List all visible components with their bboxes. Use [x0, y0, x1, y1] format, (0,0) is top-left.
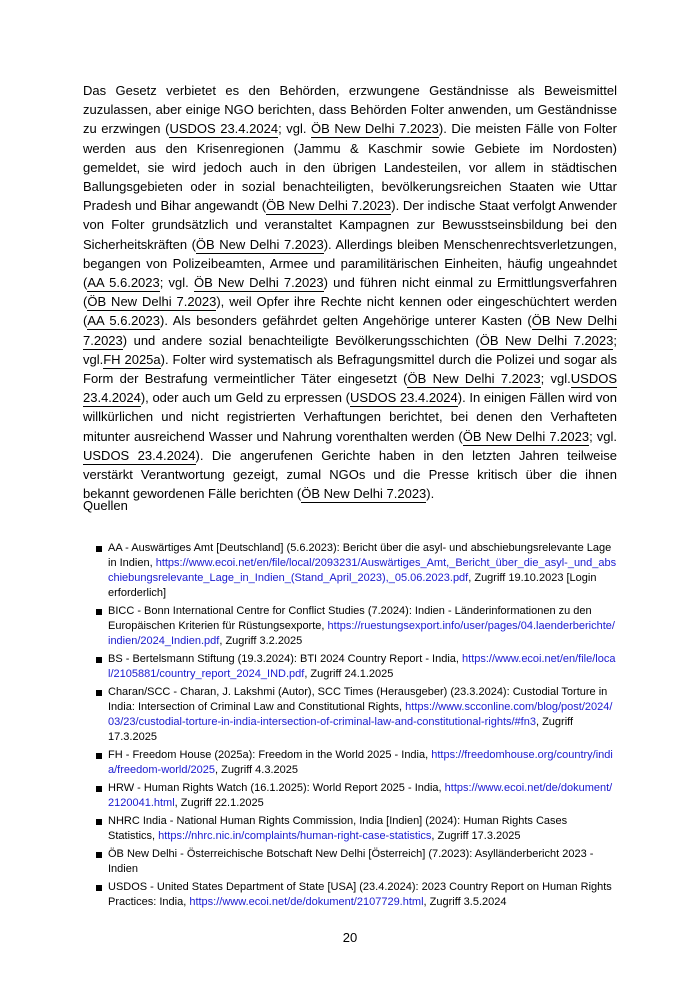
citation-link[interactable]: ÖB New Delhi 7.2023	[83, 313, 618, 348]
text-run: ). Der indische Staat verfolgt Anwender von Folter grundsätzlich und veranstaltet Kampagnen zur Bewusstseinsbildung bei den Sicherheitskräften (	[83, 198, 617, 252]
sources-list	[96, 541, 617, 913]
text-run: ). Als besonders gefährdet gelten Angehörige unterer Kasten (	[160, 313, 532, 329]
citation-link[interactable]: USDOS 23.4.2024	[350, 390, 458, 406]
text-run: ). Folter wird systematisch als Befragungsmittel durch die Polizei und sogar als Form der Bestrafung vermeintlicher Täter eingesetzt (	[83, 351, 618, 387]
text-run: ), oder auch um Geld zu erpressen (	[140, 390, 351, 406]
text-run: ).	[426, 486, 435, 502]
source-item: HRW - Human Rights Watch (16.1.2025): World Report 2025 - India, https://www.ecoi.net/de/dokument/2120041.html, Zugriff 22.1.2025	[96, 781, 617, 811]
text-run: ) und führen nicht einmal zu Ermittlungsverfahren (	[83, 275, 617, 310]
source-item: FH - Freedom House (2025a): Freedom in the World 2025 - India, https://freedomhouse.org/country/india/freedom-world/2025, Zugriff 4.3.2025	[96, 748, 617, 778]
text-run: ; vgl.	[278, 121, 312, 137]
source-item: BICC - Bonn International Centre for Conflict Studies (7.2024): Indien - Länderinformationen zu den Europäischen Kriterien für Rüstungsexporte, https://ruestungsexport.info/user/pages/04.laenderberichte/indien/2024_Indien.pdf, Zugriff 3.2.2025	[96, 604, 617, 649]
source-link[interactable]: https://www.ecoi.net/de/dokument/2120041.html	[108, 782, 613, 809]
source-item: BS - Bertelsmann Stiftung (19.3.2024): BTI 2024 Country Report - India, https://www.ecoi.net/en/file/local/2105881/country_report_2024_IND.pdf, Zugriff 24.1.2025	[96, 652, 617, 682]
citation-link[interactable]: USDOS 23.4.2024	[169, 121, 279, 137]
citation-link[interactable]: ÖB New Delhi 7.2023	[301, 486, 427, 502]
citation-link[interactable]: ÖB New Delhi 7.2023	[193, 275, 324, 291]
source-item: Charan/SCC - Charan, J. Lakshmi (Autor), SCC Times (Herausgeber) (23.3.2024): Custodial Torture in India: Intersection of Criminal Law and Constitutional Rights, https://www.scconline.com/blog/post/2024/03/23/custodial-torture-in-india-intersection-of-criminal-law-and-constitutional-rights/#fn3, Zugriff 17.3.2025	[96, 685, 617, 745]
citation-link[interactable]: AA 5.6.2023	[87, 313, 161, 329]
source-link[interactable]: https://www.ecoi.net/de/dokument/2107729.html	[189, 896, 424, 908]
page-number: 20	[342, 930, 358, 945]
citation-link[interactable]: FH 2025a	[103, 351, 161, 367]
text-run: ; vgl.	[589, 428, 617, 444]
citation-link[interactable]: ÖB New Delhi 7.2023	[462, 428, 590, 444]
text-run: ; vgl.	[540, 371, 571, 387]
source-link[interactable]: https://ruestungsexport.info/user/pages/04.laenderberichte/indien/2024_Indien.pdf	[108, 620, 615, 647]
source-link[interactable]: https://www.ecoi.net/en/file/local/2105881/country_report_2024_IND.pdf	[108, 653, 616, 680]
citation-link[interactable]: ÖB New Delhi 7.2023	[195, 236, 324, 252]
citation-link[interactable]: ÖB New Delhi 7.2023	[87, 294, 217, 310]
source-link[interactable]: https://freedomhouse.org/country/india/freedom-world/2025	[108, 749, 613, 776]
citation-link[interactable]: USDOS 23.4.2024	[83, 447, 196, 463]
source-link[interactable]: https://nhrc.nic.in/complaints/human-right-case-statistics	[158, 830, 432, 842]
citation-link[interactable]: AA 5.6.2023	[87, 275, 160, 291]
text-run: ). Die angerufenen Gerichte haben in den letzten Jahren teilweise verstärkt Verantwortung gezeigt, zumal NGOs und die Presse kritisch über die ihnen bekannt gewordenen Fälle berichten (	[83, 447, 617, 502]
body-paragraph	[83, 81, 617, 503]
text-run: ). Die meisten Fälle von Folter werden aus den Krisenregionen (Jammu & Kaschmir sowie Gebiete im Nordosten) gemeldet, sie wird jedoch auch in den übrigen Landesteilen, vor allem in städtischen Ballungsgebieten oder in sozial benachteiligten, bevölkerungsreichen Staaten wie Uttar Pradesh und Bihar angewandt (	[83, 121, 617, 214]
source-link[interactable]: https://www.ecoi.net/en/file/local/2093231/Auswärtiges_Amt,_Bericht_über_die_asyl-_und_abschiebungsrelevante_Lage_in_Indien_(Stand_April_2023),_05.06.2023.pdf	[108, 557, 617, 584]
source-link[interactable]: https://www.scconline.com/blog/post/2024/03/23/custodial-torture-in-india-intersection-of-criminal-law-and-constitutional-rights/#fn3	[108, 701, 613, 728]
text-run: ) und andere sozial benachteiligte Bevölkerungsschichten (	[122, 332, 480, 348]
text-run: ). Allerdings bleiben Menschenrechtsverletzungen, begangen von Polizeibeamten, Armee und paramilitärischen Einheiten, häufig ungeahndet (	[83, 236, 617, 291]
citation-link[interactable]: ÖB New Delhi 7.2023	[266, 198, 392, 214]
source-item: AA - Auswärtiges Amt [Deutschland] (5.6.2023): Bericht über die asyl- und abschiebungsrelevante Lage in Indien, https://www.ecoi.net/en/file/local/2093231/Auswärtiges_Amt,_Bericht_über_die_asyl-_und_abschiebungsrelevante_Lage_in_Indien_(Stand_April_2023),_05.06.2023.pdf, Zugriff 19.10.2023 [Login erforderlich]	[96, 541, 617, 601]
citation-link[interactable]: ÖB New Delhi 7.2023	[311, 121, 439, 137]
text-run: ; vgl.	[159, 275, 194, 291]
text-run: Das Gesetz verbietet es den Behörden, erzwungene Geständnisse als Beweismittel zuzulassen, aber einige NGO berichten, dass Behörden Folter anwenden, um Geständnisse zu erzwingen (	[83, 83, 617, 137]
text-run: ), weil Opfer ihre Rechte nicht kennen oder eingeschüchtert werden (	[83, 294, 617, 329]
source-item: NHRC India - National Human Rights Commission, India [Indien] (2024): Human Rights Cases Statistics, https://nhrc.nic.in/complaints/human-right-case-statistics, Zugriff 17.3.2025	[96, 814, 617, 844]
source-item: ÖB New Delhi - Österreichische Botschaft New Delhi [Österreich] (7.2023): Asylländerbericht 2023 - Indien	[96, 847, 617, 877]
citation-link[interactable]: ÖB New Delhi 7.2023	[479, 332, 614, 348]
text-run: ). In einigen Fällen wird von willkürlichen und nicht registrierten Verhaftungen berichtet, bei denen den Verhafteten mitunter ausreichend Wasser und Nahrung vorenthalten werden (	[83, 390, 617, 444]
citation-link[interactable]: ÖB New Delhi 7.2023	[407, 371, 541, 387]
text-run: ; vgl.	[83, 332, 618, 367]
citation-link[interactable]: USDOS 23.4.2024	[83, 371, 617, 406]
sources-heading: Quellen	[83, 498, 128, 513]
source-item: USDOS - United States Department of State [USA] (23.4.2024): 2023 Country Report on Human Rights Practices: India, https://www.ecoi.net/de/dokument/2107729.html, Zugriff 3.5.2024	[96, 880, 617, 910]
